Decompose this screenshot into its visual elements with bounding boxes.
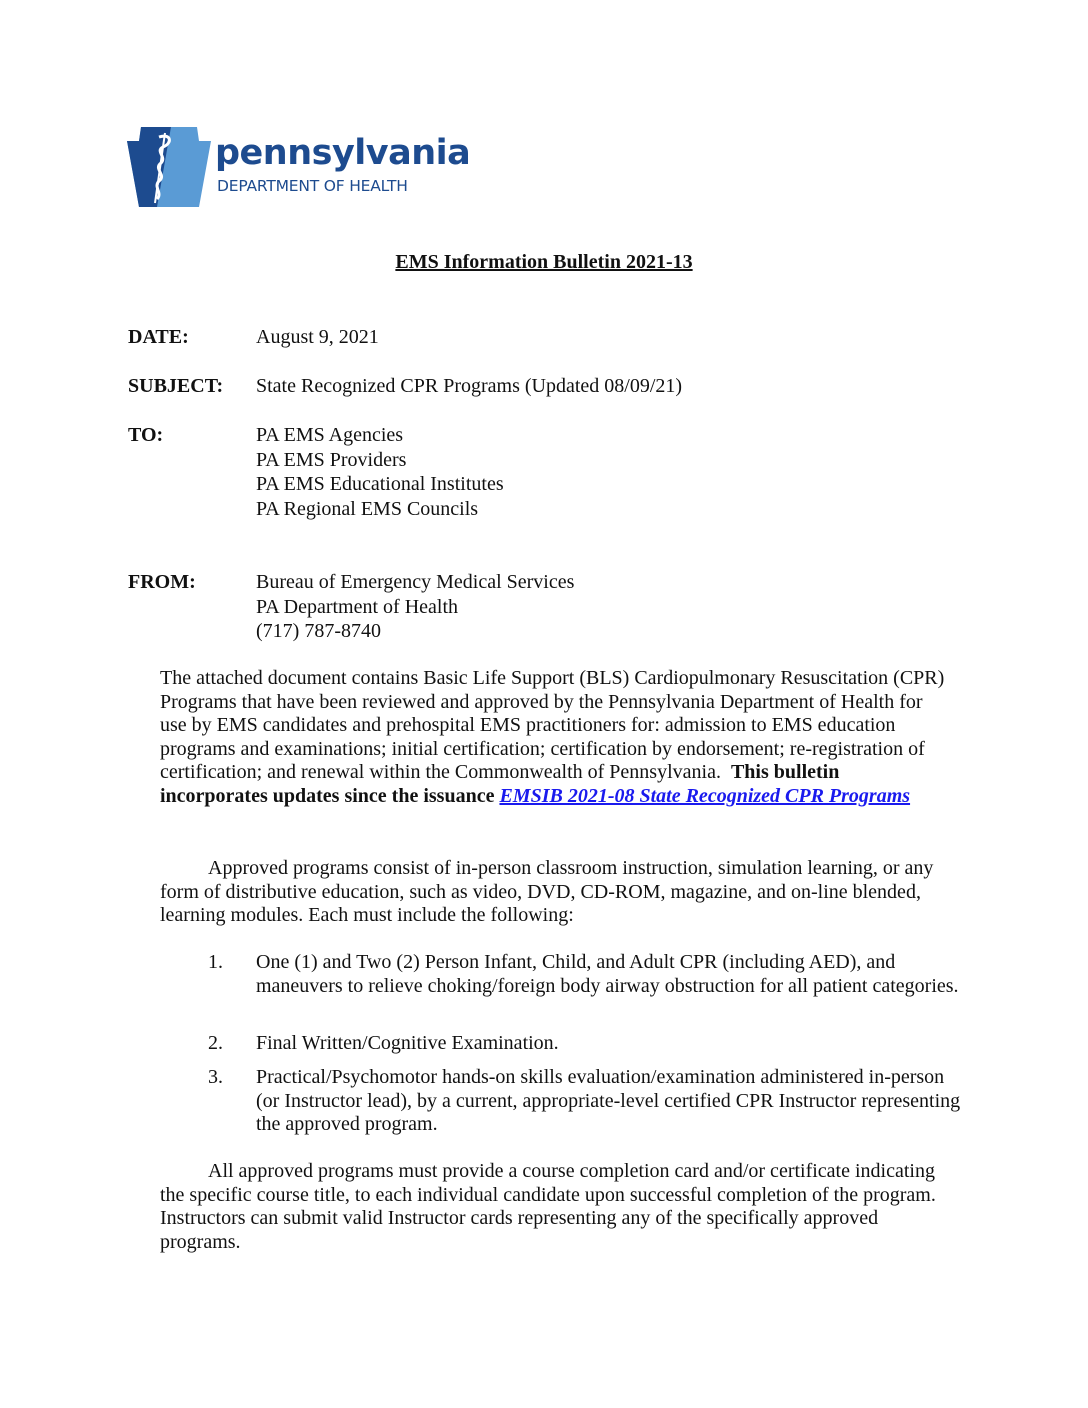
intro-paragraph: [160, 667, 950, 809]
intro-bold-text: This bulletin incorporates updates since the issuance: [160, 761, 840, 807]
approved-programs-paragraph: Approved programs consist of in-person classroom instruction, simulation learning, or any form of distributive education, such as video, DVD, CD-ROM, magazine, and on-line blended, learning modules. Each must include the following:: [160, 857, 934, 927]
item-text: Final Written/Cognitive Examination.: [256, 1032, 559, 1054]
logo-department: DEPARTMENT OF HEALTH: [217, 177, 408, 195]
intro-text: The attached document contains Basic Life Support (BLS) Cardiopulmonary Resuscitation (CPR) Programs that have been reviewed and approved by the Pennsylvania Department of Health for use by EMS candidates and prehospital EMS practitioners for: admission to EMS education programs and examinations; initial certification; certification by endorsement; re-registration of certification; and renewal within the Commonwealth of Pennsylvania.: [160, 667, 945, 784]
logo-wordmark: pennsylvania: [215, 133, 471, 173]
to-label: TO:: [128, 424, 164, 446]
to-recipient: PA Regional EMS Councils: [256, 497, 479, 520]
item-text: One (1) and Two (2) Person Infant, Child, and Adult CPR (including AED), and maneuvers to relieve choking/foreign body airway obstruction for all patient categories.: [256, 951, 959, 997]
pa-doh-logo: [127, 127, 471, 207]
to-recipient: PA EMS Providers: [256, 448, 407, 471]
from-line: PA Department of Health: [256, 595, 459, 618]
date-label: DATE:: [128, 326, 189, 348]
date-value: August 9, 2021: [256, 326, 379, 348]
from-line: Bureau of Emergency Medical Services: [256, 571, 575, 593]
completion-card-paragraph: All approved programs must provide a course completion card and/or certificate indicating the specific course title, to each individual candidate upon successful completion of the program. Instructors can submit valid Instructor cards representing any of the specifically approved programs.: [160, 1160, 936, 1253]
to-recipient: PA EMS Educational Institutes: [256, 473, 504, 495]
subject-value: State Recognized CPR Programs (Updated 08/09/21): [256, 375, 683, 397]
from-phone: (717) 787-8740: [256, 620, 381, 642]
item-number: 2.: [208, 1032, 223, 1054]
emsib-2021-08-link[interactable]: EMSIB 2021-08 State Recognized CPR Programs: [499, 784, 911, 807]
keystone-icon: [127, 127, 211, 207]
item-text: Practical/Psychomotor hands-on skills evaluation/examination administered in-person (or Instructor lead), by a current, appropriate-level certified CPR Instructor representing the approved program.: [256, 1066, 961, 1136]
from-label: FROM:: [128, 571, 196, 593]
item-number: 3.: [208, 1066, 223, 1088]
item-number: 1.: [208, 951, 223, 973]
subject-label: SUBJECT:: [128, 375, 224, 397]
bulletin-title: EMS Information Bulletin 2021-13: [395, 251, 693, 273]
to-recipient: PA EMS Agencies: [256, 424, 404, 446]
